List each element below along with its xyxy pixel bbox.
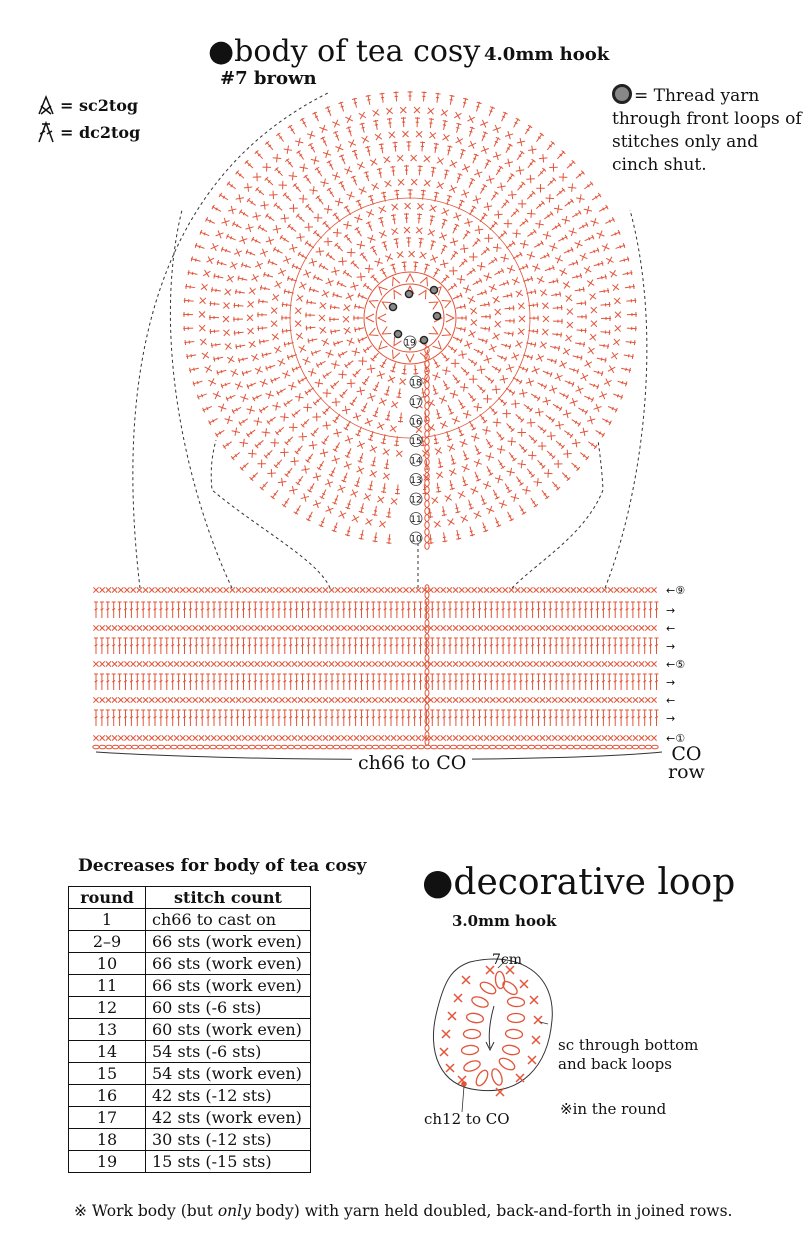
round-marker: 18 [410,378,422,389]
stitch-row [93,697,656,702]
chain-stitch [425,396,429,403]
chain-stitch [502,1044,520,1056]
sc-note-line: sc through bottom [558,1036,699,1054]
loop-sc [440,966,542,1096]
chain-stitch [281,745,287,749]
decrease-table [68,886,311,1173]
cinch-points [389,286,440,343]
sc-stitch [520,980,528,988]
round-marker: 13 [410,476,422,486]
chain-stitch [425,445,429,452]
chain-stitch [229,745,235,749]
sc-note-line: and back loops [558,1055,672,1073]
round-cell: 17 [69,1107,146,1129]
chain-stitch [190,745,196,749]
chain-stitch [425,382,429,389]
chain-stitch [528,745,534,749]
table-row [69,975,311,997]
chain-stitch [164,745,170,749]
chain-stitch [425,529,429,536]
table-header-row [69,887,311,909]
sc-stitch [532,1036,540,1044]
stitch-count-cell: 54 sts (work even) [146,1063,311,1085]
chain-stitch [587,745,593,749]
chain-stitch [490,1067,504,1086]
round-marker: 14 [410,456,422,467]
chain-stitch [112,745,118,749]
table-row [69,909,311,931]
sc-stitch [448,1012,456,1020]
thread-note [612,84,802,177]
stitch-count-cell: 60 sts (-6 sts) [146,997,311,1019]
chain-stitch [425,690,429,696]
round-note: ※in the round [560,1100,667,1118]
stitch-row [93,587,656,592]
chain-stitch [405,745,411,749]
table-row [69,1129,311,1151]
stitch-ring [343,251,477,385]
chain-stitch [502,745,508,749]
chain-stitch [359,745,365,749]
round-marker: 12 [410,495,422,506]
chain-stitch [474,1068,490,1087]
chain-stitch [632,745,638,749]
chain-stitch [626,745,632,749]
chain-stitch [177,745,183,749]
chain-stitch [425,438,429,445]
chain-stitch [425,480,429,487]
sc-stitch [528,1056,536,1064]
chain-stitch [425,732,429,738]
row-markers [666,584,685,745]
co-row-label [668,745,705,781]
stitch-ring [353,261,467,374]
chain-stitch [216,745,222,749]
chain-stitch [255,745,261,749]
cinch-dot-icon [612,84,632,104]
chain-stitch [425,711,429,717]
chain-stitch [501,979,520,997]
chain-stitch [392,745,398,749]
stitch-row [94,674,659,690]
loop-size: 7cm [492,952,523,968]
stitch-count-cell: 30 sts (-12 sts) [146,1129,311,1151]
ch12-label: ch12 to CO [424,1110,510,1128]
chain-stitch [425,522,429,529]
round-cell: 15 [69,1063,146,1085]
header-stitch-count: stitch count [146,887,311,909]
chain-stitch [507,997,525,1007]
sc-stitch [462,976,470,984]
chain-stitch [567,745,573,749]
chain-stitch [106,745,112,749]
yarn-color: #7 brown [220,68,317,89]
row-marker: → [666,604,676,617]
cinch-bead [389,303,396,310]
chain-stitch [497,1056,516,1072]
stitch-count-cell: 60 sts (work even) [146,1019,311,1041]
footnote [74,1202,732,1220]
legend-dc2tog [36,120,140,144]
chain-stitch [236,745,242,749]
cinch-bead [420,336,427,343]
thread-note-text: = Thread yarn through front loops of stitches only and cinch shut. [612,86,802,175]
round-marker: 19 [404,338,416,349]
round-marker: 10 [410,534,422,545]
chain-stitch [314,745,320,749]
sc-stitch [534,1016,542,1024]
stitch-count-cell: 42 sts (-12 sts) [146,1085,311,1107]
chain-stitch [353,745,359,749]
chain-stitch [327,745,333,749]
chain-stitch [444,745,450,749]
table-row [69,1085,311,1107]
chain-stitch [125,745,131,749]
chain-stitch [509,745,515,749]
chain-stitch [249,745,255,749]
chain-stitch [431,745,437,749]
stitch-count-cell: 66 sts (work even) [146,975,311,997]
chain-stitch [197,745,203,749]
chain-stitch [478,980,497,996]
co-text: CO [671,743,702,765]
row-marker: ← [666,694,676,707]
dc2tog-icon [36,120,56,144]
stitch-count-cell: 66 sts (work even) [146,931,311,953]
stitch-row [94,638,659,654]
body-rows-chart [93,584,685,760]
chain-stitch [262,745,268,749]
chain-stitch [99,745,105,749]
stitch-row [93,661,656,666]
chain-stitch [561,745,567,749]
row-marker: ←⑤ [666,658,686,671]
chain-stitch [548,745,554,749]
stitch-count-cell: 54 sts (-6 sts) [146,1041,311,1063]
round-markers [404,336,422,545]
round-cell: 16 [69,1085,146,1107]
chain-stitch [483,745,489,749]
cinch-bead [394,330,401,337]
table-body [69,909,311,1173]
header-round: round [69,887,146,909]
chain-stitch [535,745,541,749]
chain-stitch [476,745,482,749]
table-row [69,997,311,1019]
stitch-count-cell: 15 sts (-15 sts) [146,1151,311,1173]
round-cell: 13 [69,1019,146,1041]
leader-line [462,1086,464,1112]
round-marker: 16 [410,417,422,428]
stitch-row [94,710,659,726]
chain-stitch [600,745,606,749]
row-marker: ←⑨ [666,584,686,597]
chain-stitch [425,648,429,654]
chain-stitch [307,745,313,749]
loop-start-dot [461,1081,467,1087]
chain-stitch [132,745,138,749]
cinch-bead [405,290,412,297]
round-marker: 15 [410,437,422,447]
chain-stitch [379,745,385,749]
chain-stitch [425,403,429,410]
chain-stitch [425,487,429,494]
stitch-row [93,735,656,740]
decorative-loop-chart [433,959,552,1112]
chain-stitch [340,745,346,749]
chain-stitch [495,971,505,989]
chain-stitch [294,745,300,749]
crochet-circle-chart [183,91,637,549]
row-marker: ← [666,622,676,635]
direction-arrow [489,1006,494,1048]
chain-stitch [210,745,216,749]
cinch-bead [430,286,437,293]
chain-stitch [580,745,586,749]
chain-stitch [425,634,429,640]
chain-stitch [411,745,417,749]
chain-stitch [425,501,429,508]
row-marker: ←① [666,732,686,745]
loop-chain [461,971,525,1087]
chain-stitch [606,745,612,749]
chain-stitch [346,745,352,749]
chain-stitch [242,745,248,749]
chain-stitch [425,655,429,661]
chain-stitch [470,995,489,1009]
table-row [69,1019,311,1041]
chain-stitch [398,745,404,749]
table-title: Decreases for body of tea cosy [78,856,367,876]
round-cell: 10 [69,953,146,975]
sc-note [558,1036,698,1074]
chain-stitch [366,745,372,749]
page-title: ●body of tea cosy [208,34,481,69]
chain-stitch [574,745,580,749]
chain-stitch [645,745,651,749]
chain-stitch [158,745,164,749]
chain-stitch [424,745,430,749]
sc-stitch [530,996,538,1004]
foundation-chain [93,745,658,749]
chain-stitch [489,745,495,749]
sc-stitch [442,1030,450,1038]
footnote-text: ※ Work body (but [74,1202,218,1220]
legend-sc2tog [36,94,138,116]
chain-stitch [457,745,463,749]
round-cell: 1 [69,909,146,931]
chain-stitch [425,536,429,543]
chain-stitch [522,745,528,749]
chain-stitch [301,745,307,749]
chain-stitch [652,745,658,749]
chain-stitch [462,1059,481,1073]
chain-stitch [450,745,456,749]
row-marker: → [666,640,676,653]
chain-stitch [138,745,144,749]
chain-stitch [496,745,502,749]
chain-stitch [466,1012,484,1024]
row-text: row [668,761,705,783]
chain-stitch [505,1029,523,1039]
chain-stitch [554,745,560,749]
chain-stitch [619,745,625,749]
stitch-ring [305,213,515,422]
chain-stitch [425,389,429,396]
chain-stitch [425,613,429,619]
table-row [69,931,311,953]
footnote-text: body) with yarn held doubled, back-and-forth in joined rows. [250,1202,733,1220]
chain-stitch [437,745,443,749]
round-cell: 2–9 [69,931,146,953]
chain-stitch [425,515,429,522]
round-cell: 14 [69,1041,146,1063]
chain-stitch [425,641,429,647]
legend-label: = sc2tog [60,95,139,115]
chain-stitch [425,424,429,431]
chain-stitch [385,745,391,749]
chain-stitch [461,1045,479,1055]
chain-stitch [288,745,294,749]
sc-stitch [516,1074,524,1082]
round-cell: 12 [69,997,146,1019]
chain-stitch [425,543,429,550]
loop-title: ●decorative loop [422,862,736,903]
chain-stitch [320,745,326,749]
sc-stitch [454,994,462,1002]
chain-stitch [508,1014,525,1023]
chain-stitch [425,508,429,515]
chain-stitch [145,745,151,749]
round-marker: 17 [410,398,422,408]
chain-stitch [372,745,378,749]
footnote-emphasis: only [217,1202,251,1220]
round-cell: 11 [69,975,146,997]
cinch-bead [433,312,440,319]
stitch-count-cell: 66 sts (work even) [146,953,311,975]
chain-stitch [223,745,229,749]
chain-stitch [463,745,469,749]
loop-hook-size: 3.0mm hook [452,912,557,930]
table-row [69,1151,311,1173]
stitch-row [94,602,659,618]
chain-stitch [184,745,190,749]
chain-stitch [425,494,429,501]
chain-stitch [425,725,429,731]
stitch-row [93,625,656,630]
chain-stitch [268,745,274,749]
chain-stitch [418,745,424,749]
round-marker: 11 [410,515,422,525]
chain-stitch [639,745,645,749]
round-cell: 19 [69,1151,146,1173]
chain-stitch [333,745,339,749]
chain-stitch [203,745,209,749]
chain-stitch [425,718,429,724]
table-row [69,1107,311,1129]
round-cell: 18 [69,1129,146,1151]
stitch-count-cell: 42 sts (work even) [146,1107,311,1129]
table-row [69,953,311,975]
chain-stitch [515,745,521,749]
table-row [69,1041,311,1063]
chain-stitch [593,745,599,749]
chain-stitch [425,431,429,438]
sc-stitch [446,1064,454,1072]
legend-label: = dc2tog [60,122,141,142]
chain-stitch [151,745,157,749]
chain-stitch [93,745,99,749]
stitch-ring [223,131,597,505]
hook-size: 4.0mm hook [484,44,610,65]
sc2tog-icon [36,94,56,116]
chain-stitch [470,745,476,749]
table-row [69,1063,311,1085]
sc-stitch [440,1048,448,1056]
chain-stitch [541,745,547,749]
row-marker: → [666,676,676,689]
chain-stitch [171,745,177,749]
chain-stitch [119,745,125,749]
chain-stitch [613,745,619,749]
chain-stitch [425,704,429,710]
row-marker: → [666,712,676,725]
stitch-ring [271,179,549,457]
chain-stitch [425,683,429,689]
chain-stitch [464,1030,481,1039]
stitch-count-cell: ch66 to cast on [146,909,311,931]
chain-stitch [275,745,281,749]
chain-label: ch66 to CO [352,752,472,774]
